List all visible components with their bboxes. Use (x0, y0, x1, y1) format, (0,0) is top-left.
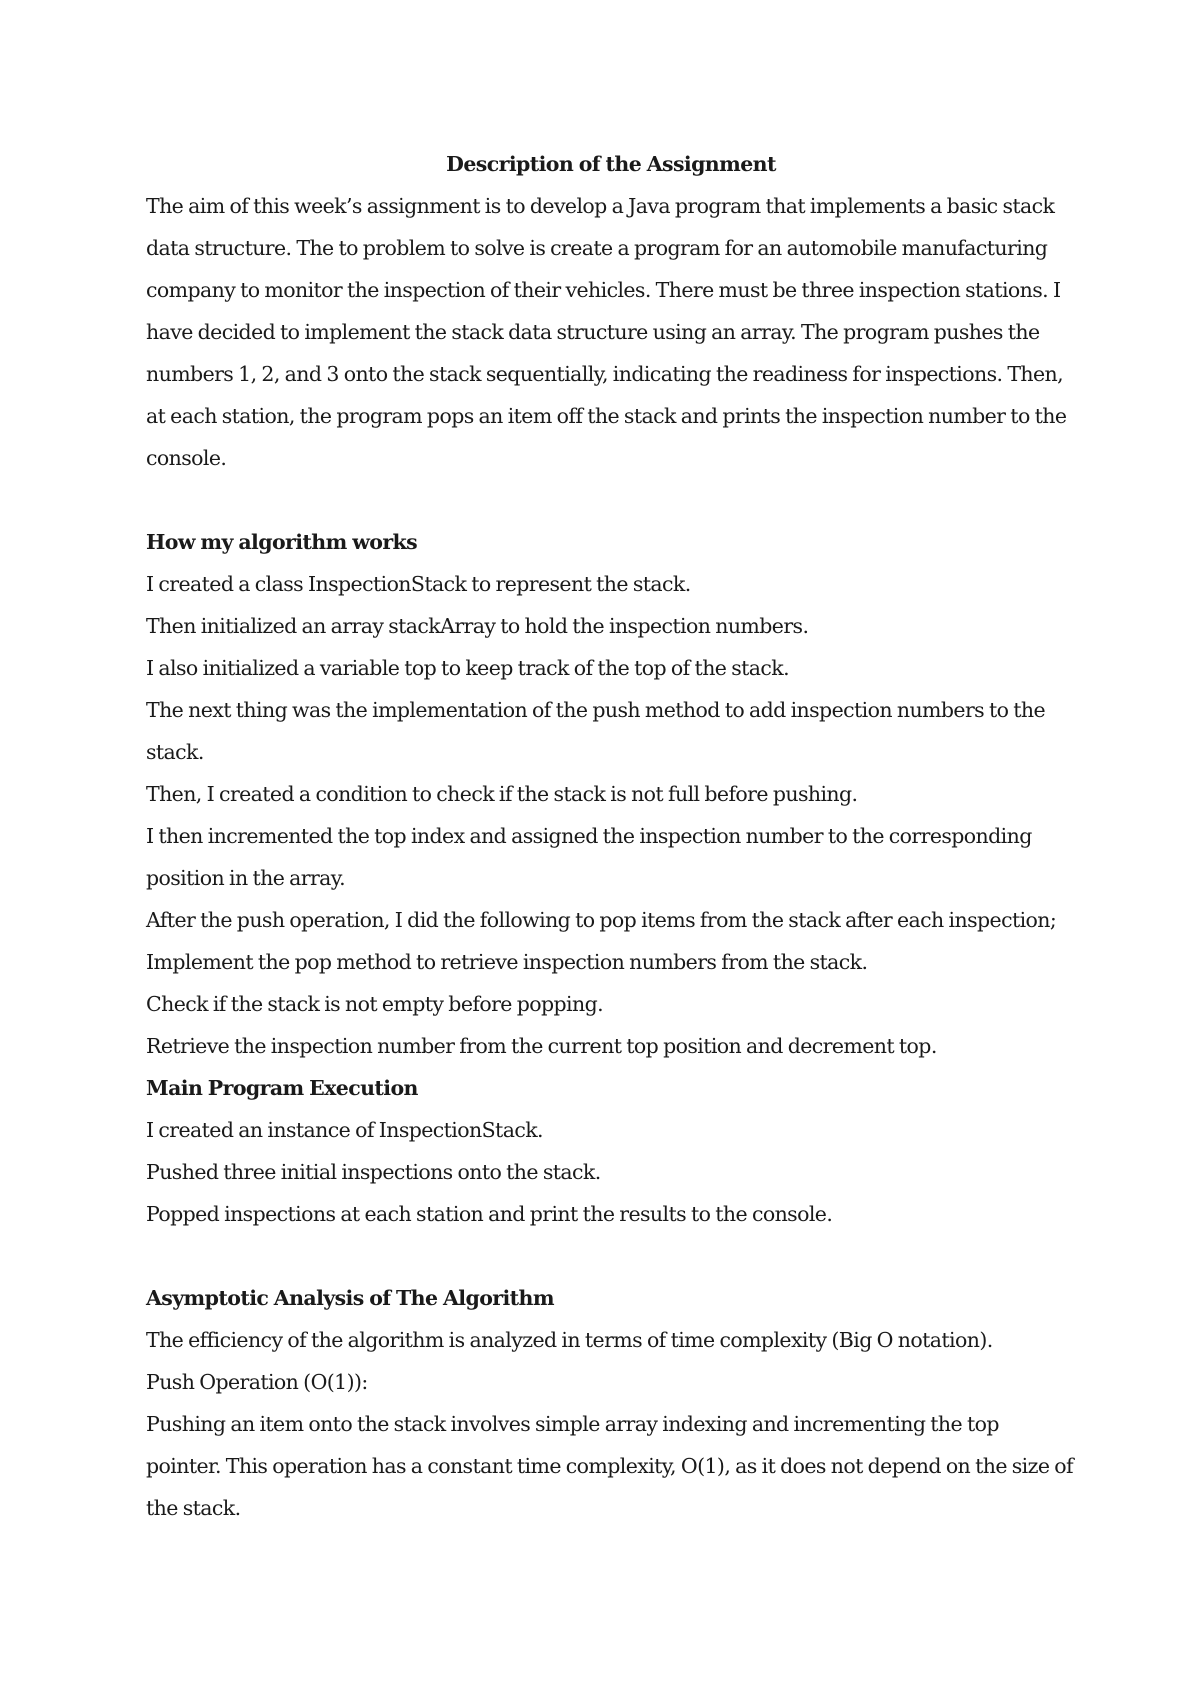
algorithm-line: I then incremented the top index and assigned the inspection number to the corresponding position in the array. (146, 824, 1032, 890)
main-program-line: Pushed three initial inspections onto the stack. (146, 1160, 601, 1184)
algorithm-line: The next thing was the implementation of the push method to add inspection numbers to the stack. (146, 698, 1046, 764)
document-content (146, 143, 1076, 1529)
spacer (146, 1235, 1076, 1277)
algorithm-line: After the push operation, I did the following to pop items from the stack after each inspection; (146, 908, 1057, 932)
algorithm-line: Retrieve the inspection number from the current top position and decrement top. (146, 1034, 937, 1058)
main-program-line: Popped inspections at each station and print the results to the console. (146, 1202, 833, 1226)
algorithm-line: I created a class InspectionStack to represent the stack. (146, 572, 691, 596)
main-program-line: I created an instance of InspectionStack. (146, 1118, 543, 1142)
algorithm-line: Check if the stack is not empty before popping. (146, 992, 604, 1016)
algorithm-line: Then, I created a condition to check if the stack is not full before pushing. (146, 782, 858, 806)
intro-paragraph: The aim of this week’s assignment is to develop a Java program that implements a basic stack data structure. The to problem to solve is create a program for an automobile manufacturing company to monitor the inspection of their vehicles. There must be three inspection stations. I have decided to implement the stack data structure using an array. The program pushes the numbers 1, 2, and 3 onto the stack sequentially, indicating the readiness for inspections. Then, at each station, the program pops an item off the stack and prints the inspection number to the console. (146, 194, 1067, 470)
analysis-line: Pushing an item onto the stack involves simple array indexing and incrementing the top pointer. This operation has a constant time complexity, O(1), as it does not depend on the size of the stack. (146, 1412, 1074, 1520)
main-program-heading: Main Program Execution (146, 1076, 418, 1100)
algorithm-line: Implement the pop method to retrieve inspection numbers from the stack. (146, 950, 868, 974)
document-title: Description of the Assignment (446, 152, 776, 176)
algorithm-heading: How my algorithm works (146, 530, 418, 554)
analysis-line: The efficiency of the algorithm is analyzed in terms of time complexity (Big O notation). (146, 1328, 993, 1352)
algorithm-line: Then initialized an array stackArray to hold the inspection numbers. (146, 614, 809, 638)
algorithm-line: I also initialized a variable top to keep track of the top of the stack. (146, 656, 790, 680)
spacer (146, 479, 1076, 521)
analysis-line: Push Operation (O(1)): (146, 1370, 368, 1394)
analysis-heading: Asymptotic Analysis of The Algorithm (146, 1286, 554, 1310)
